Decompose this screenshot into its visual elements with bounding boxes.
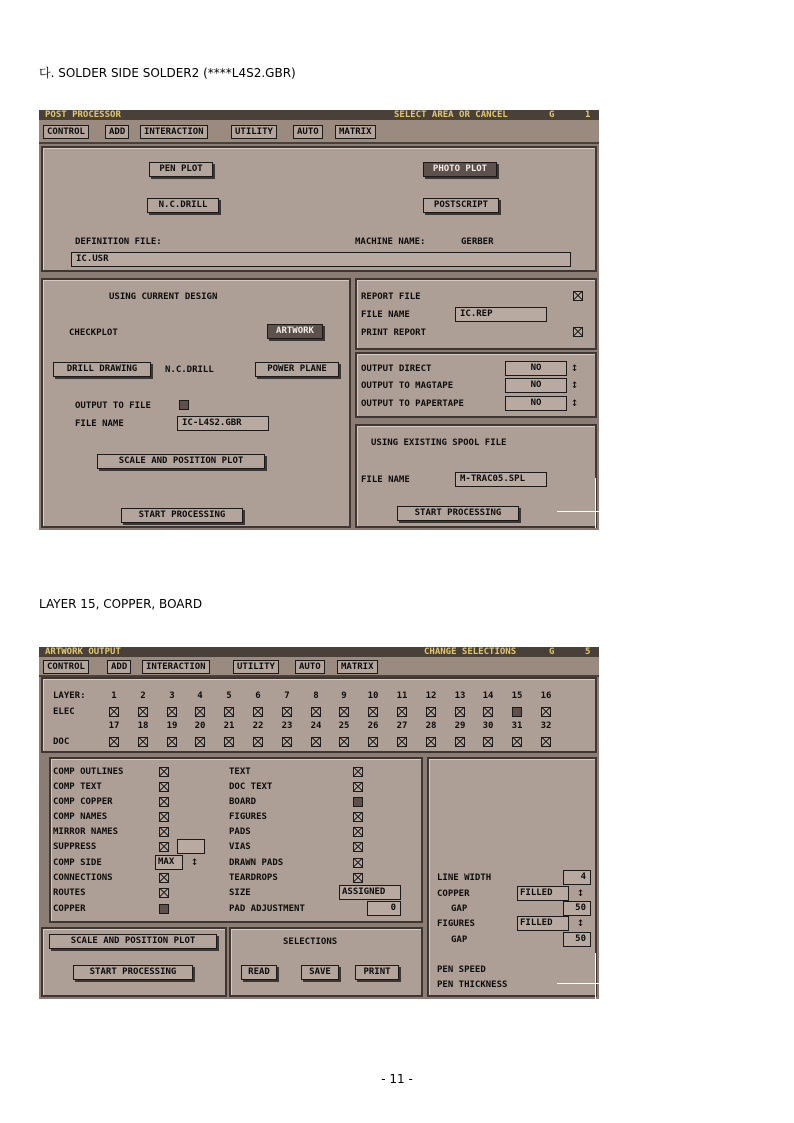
layer-number: 4 — [197, 691, 203, 701]
connections-checkbox[interactable] — [159, 873, 169, 883]
elec-layer-checkbox[interactable] — [339, 707, 349, 717]
file-name-label: FILE NAME — [75, 419, 124, 429]
artwork-output-screenshot — [39, 647, 599, 999]
drill-drawing-button[interactable]: DRILL DRAWING — [53, 362, 151, 377]
doc-layer-checkbox[interactable] — [167, 737, 177, 747]
comp-text-checkbox[interactable] — [159, 782, 169, 792]
layer-number: 30 — [482, 721, 494, 731]
mirror-names-label: MIRROR NAMES — [53, 827, 119, 837]
menu-auto[interactable]: AUTO — [295, 660, 325, 674]
size-field[interactable]: ASSIGNED — [339, 885, 401, 900]
machine-name-value: GERBER — [461, 237, 494, 247]
doc-layer-checkbox[interactable] — [339, 737, 349, 747]
layer-number: 25 — [338, 721, 350, 731]
toggle-arrow-icon[interactable]: ↕ — [571, 360, 579, 374]
print-button[interactable]: PRINT — [355, 965, 399, 980]
pads-label: PADS — [229, 827, 251, 837]
elec-layer-checkbox[interactable] — [253, 707, 263, 717]
doc-layer-checkbox[interactable] — [109, 737, 119, 747]
layer-number: 32 — [540, 721, 552, 731]
output-papertape-label: OUTPUT TO PAPERTAPE — [361, 399, 464, 409]
pen-plot-button[interactable]: PEN PLOT — [149, 162, 213, 177]
layer-number: 28 — [425, 721, 437, 731]
copper-fill-label: COPPER — [437, 889, 470, 899]
caption-solder-side: 다. SOLDER SIDE SOLDER2 (****L4S2.GBR) — [39, 66, 296, 80]
drawn-pads-label: DRAWN PADS — [229, 858, 284, 868]
elec-layer-checkbox[interactable] — [195, 707, 205, 717]
report-file-checkbox[interactable] — [573, 291, 583, 301]
menu-control[interactable]: CONTROL — [43, 125, 89, 139]
window-title: ARTWORK OUTPUT — [45, 647, 121, 657]
comp-copper-label: COMP COPPER — [53, 797, 113, 807]
doc-layer-checkbox[interactable] — [253, 737, 263, 747]
postscript-button[interactable]: POSTSCRIPT — [423, 198, 499, 213]
teardrops-label: TEARDROPS — [229, 873, 278, 883]
photo-plot-button[interactable]: PHOTO PLOT — [423, 162, 497, 177]
figures-gap-label: GAP — [451, 935, 468, 945]
layer-number: 5 — [226, 691, 232, 701]
layer-number: 16 — [540, 691, 552, 701]
menu-add[interactable]: ADD — [107, 660, 131, 674]
elec-layer-checkbox[interactable] — [397, 707, 407, 717]
report-file-label: REPORT FILE — [361, 292, 421, 302]
line-width-label: LINE WIDTH — [437, 873, 492, 883]
doc-layer-checkbox[interactable] — [282, 737, 292, 747]
figures-option-label: FIGURES — [229, 812, 267, 822]
pen-speed-label: PEN SPEED — [437, 965, 486, 975]
drawn-pads-checkbox[interactable] — [353, 858, 363, 868]
routes-checkbox[interactable] — [159, 888, 169, 898]
output-papertape-field[interactable]: NO — [505, 396, 567, 411]
selections-heading: SELECTIONS — [283, 937, 338, 947]
nc-drill-label: N.C.DRILL — [165, 365, 214, 375]
layer-number: 27 — [396, 721, 408, 731]
scale-position-plot-button[interactable]: SCALE AND POSITION PLOT — [97, 454, 265, 469]
output-to-file-checkbox[interactable] — [179, 400, 189, 410]
checkplot-label: CHECKPLOT — [69, 328, 118, 338]
comp-copper-checkbox[interactable] — [159, 797, 169, 807]
doc-layer-checkbox[interactable] — [483, 737, 493, 747]
layer-number: 12 — [425, 691, 437, 701]
window-title: POST PROCESSOR — [45, 110, 121, 120]
output-to-file-label: OUTPUT TO FILE — [75, 401, 151, 411]
elec-layer-checkbox[interactable] — [224, 707, 234, 717]
toggle-arrow-icon[interactable]: ↕ — [577, 885, 585, 899]
pad-adjustment-label: PAD ADJUSTMENT — [229, 904, 305, 914]
doc-label: DOC — [53, 737, 70, 747]
elec-layer-checkbox[interactable] — [426, 707, 436, 717]
menu-bar — [39, 657, 599, 677]
elec-layer-checkbox[interactable] — [368, 707, 378, 717]
routes-label: ROUTES — [53, 888, 86, 898]
comp-side-label: COMP SIDE — [53, 858, 102, 868]
using-spool-heading: USING EXISTING SPOOL FILE — [371, 438, 507, 448]
cursor-line — [595, 953, 596, 999]
layer-number: 6 — [255, 691, 261, 701]
layer-number: 20 — [194, 721, 206, 731]
copper-option-checkbox[interactable] — [159, 904, 169, 914]
toggle-arrow-icon[interactable]: ↕ — [571, 377, 579, 391]
doc-layer-checkbox[interactable] — [138, 737, 148, 747]
layer-number: 22 — [252, 721, 264, 731]
menu-utility[interactable]: UTILITY — [233, 660, 279, 674]
elec-layer-checkbox[interactable] — [138, 707, 148, 717]
comp-outlines-label: COMP OUTLINES — [53, 767, 124, 777]
doc-text-label: DOC TEXT — [229, 782, 273, 792]
layer-number: 21 — [223, 721, 235, 731]
report-file-name-field[interactable]: IC.REP — [455, 307, 547, 322]
status-prompt: CHANGE SELECTIONS — [424, 647, 517, 657]
elec-label: ELEC — [53, 707, 75, 717]
doc-layer-checkbox[interactable] — [311, 737, 321, 747]
doc-layer-checkbox[interactable] — [368, 737, 378, 747]
menu-add[interactable]: ADD — [105, 125, 129, 139]
pad-adjustment-field[interactable]: 0 — [367, 901, 401, 916]
artwork-button[interactable]: ARTWORK — [267, 324, 323, 339]
elec-layer-checkbox[interactable] — [541, 707, 551, 717]
toggle-arrow-icon[interactable]: ↕ — [571, 395, 579, 409]
nc-drill-button[interactable]: N.C.DRILL — [147, 198, 219, 213]
doc-layer-checkbox[interactable] — [195, 737, 205, 747]
post-processor-screenshot — [39, 110, 599, 530]
layer-number: 9 — [341, 691, 347, 701]
layer-number: 11 — [396, 691, 408, 701]
connections-label: CONNECTIONS — [53, 873, 113, 883]
title-bar — [39, 647, 599, 657]
doc-layer-checkbox[interactable] — [512, 737, 522, 747]
suppress-field[interactable] — [177, 839, 205, 854]
doc-text-checkbox[interactable] — [353, 782, 363, 792]
layer-number: 8 — [313, 691, 319, 701]
layer-panel — [41, 677, 597, 753]
layer-number: 15 — [511, 691, 523, 701]
comp-names-checkbox[interactable] — [159, 812, 169, 822]
machine-name-label: MACHINE NAME: — [355, 237, 426, 247]
comp-side-field[interactable]: MAX — [155, 855, 183, 870]
title-bar — [39, 110, 599, 120]
comp-outlines-checkbox[interactable] — [159, 767, 169, 777]
spool-file-name-label: FILE NAME — [361, 475, 410, 485]
suppress-checkbox[interactable] — [159, 842, 169, 852]
action-panel — [41, 927, 227, 997]
menu-bar — [39, 120, 599, 144]
group-number: 1 — [585, 110, 591, 120]
layer-number: 2 — [140, 691, 146, 701]
spool-panel — [355, 424, 597, 528]
start-processing-button[interactable]: START PROCESSING — [73, 965, 193, 980]
vias-checkbox[interactable] — [353, 842, 363, 852]
output-magtape-label: OUTPUT TO MAGTAPE — [361, 381, 454, 391]
elec-layer-checkbox[interactable] — [167, 707, 177, 717]
board-checkbox[interactable] — [353, 797, 363, 807]
definition-file-label: DEFINITION FILE: — [75, 237, 162, 247]
comp-names-label: COMP NAMES — [53, 812, 108, 822]
layer-number: 3 — [169, 691, 175, 701]
layer-number: 1 — [111, 691, 117, 701]
elec-layer-checkbox[interactable] — [512, 707, 522, 717]
output-direct-field[interactable]: NO — [505, 361, 567, 376]
layer-number: 29 — [454, 721, 466, 731]
report-file-name-label: FILE NAME — [361, 310, 410, 320]
vias-label: VIAS — [229, 842, 251, 852]
selections-panel — [229, 927, 423, 997]
save-button[interactable]: SAVE — [301, 965, 339, 980]
current-design-panel — [41, 278, 351, 528]
board-label: BOARD — [229, 797, 257, 807]
elec-layer-checkbox[interactable] — [311, 707, 321, 717]
read-button[interactable]: READ — [241, 965, 277, 980]
figures-option-checkbox[interactable] — [353, 812, 363, 822]
start-processing-button[interactable]: START PROCESSING — [121, 508, 243, 523]
print-report-checkbox[interactable] — [573, 327, 583, 337]
menu-interaction[interactable]: INTERACTION — [142, 660, 210, 674]
using-current-design-heading: USING CURRENT DESIGN — [109, 292, 218, 302]
doc-layer-checkbox[interactable] — [426, 737, 436, 747]
file-name-field[interactable]: IC-L4S2.GBR — [177, 416, 269, 431]
spool-file-name-field[interactable]: M-TRAC05.SPL — [455, 472, 547, 487]
menu-control[interactable]: CONTROL — [43, 660, 89, 674]
layer-number: 17 — [108, 721, 120, 731]
power-plane-button[interactable]: POWER PLANE — [255, 362, 339, 377]
elec-layer-checkbox[interactable] — [282, 707, 292, 717]
copper-gap-label: GAP — [451, 904, 468, 914]
menu-matrix[interactable]: MATRIX — [335, 125, 376, 139]
toggle-arrow-icon[interactable]: ↕ — [191, 854, 199, 868]
output-panel — [355, 352, 597, 418]
definition-file-field[interactable]: IC.USR — [71, 252, 571, 267]
print-report-label: PRINT REPORT — [361, 328, 427, 338]
pads-checkbox[interactable] — [353, 827, 363, 837]
menu-auto[interactable]: AUTO — [293, 125, 323, 139]
start-processing-spool-button[interactable]: START PROCESSING — [397, 506, 519, 521]
menu-utility[interactable]: UTILITY — [231, 125, 277, 139]
doc-layer-checkbox[interactable] — [224, 737, 234, 747]
figures-fill-field[interactable]: FILLED — [517, 916, 569, 931]
mirror-names-checkbox[interactable] — [159, 827, 169, 837]
layer-number: 23 — [281, 721, 293, 731]
layer-number: 14 — [482, 691, 494, 701]
status-prompt: SELECT AREA OR CANCEL — [394, 110, 508, 120]
size-label: SIZE — [229, 888, 251, 898]
caption-layer: LAYER 15, COPPER, BOARD — [39, 597, 203, 611]
figures-gap-field[interactable]: 50 — [563, 932, 591, 947]
layer-number: 31 — [511, 721, 523, 731]
pen-thickness-label: PEN THICKNESS — [437, 980, 508, 990]
layer-number: 10 — [367, 691, 379, 701]
cursor-line — [595, 478, 596, 528]
output-magtape-field[interactable]: NO — [505, 378, 567, 393]
copper-option-label: COPPER — [53, 904, 86, 914]
elec-layer-checkbox[interactable] — [483, 707, 493, 717]
output-type-panel — [41, 146, 597, 272]
text-checkbox[interactable] — [353, 767, 363, 777]
layer-number: 13 — [454, 691, 466, 701]
copper-fill-field[interactable]: FILLED — [517, 886, 569, 901]
elec-layer-checkbox[interactable] — [109, 707, 119, 717]
doc-layer-checkbox[interactable] — [541, 737, 551, 747]
cursor-line — [557, 511, 599, 512]
figures-fill-label: FIGURES — [437, 919, 475, 929]
group-number: 5 — [585, 647, 591, 657]
suppress-label: SUPPRESS — [53, 842, 97, 852]
doc-layer-checkbox[interactable] — [397, 737, 407, 747]
output-direct-label: OUTPUT DIRECT — [361, 364, 432, 374]
menu-matrix[interactable]: MATRIX — [337, 660, 378, 674]
comp-text-label: COMP TEXT — [53, 782, 102, 792]
layer-number: 26 — [367, 721, 379, 731]
menu-interaction[interactable]: INTERACTION — [140, 125, 208, 139]
copper-gap-field[interactable]: 50 — [563, 901, 591, 916]
group-label: G — [549, 647, 555, 657]
layer-number: 7 — [284, 691, 290, 701]
doc-layer-checkbox[interactable] — [455, 737, 465, 747]
cursor-line — [557, 983, 599, 984]
options-panel — [49, 757, 423, 923]
layer-label: LAYER: — [53, 691, 86, 701]
report-panel — [355, 278, 597, 350]
page-number: - 11 - — [381, 1072, 413, 1086]
layer-number: 24 — [310, 721, 322, 731]
pen-settings-panel — [427, 757, 597, 997]
teardrops-checkbox[interactable] — [353, 873, 363, 883]
scale-position-plot-button[interactable]: SCALE AND POSITION PLOT — [49, 934, 217, 949]
layer-number: 18 — [137, 721, 149, 731]
text-label: TEXT — [229, 767, 251, 777]
elec-layer-checkbox[interactable] — [455, 707, 465, 717]
line-width-field[interactable]: 4 — [563, 870, 591, 885]
toggle-arrow-icon[interactable]: ↕ — [577, 915, 585, 929]
layer-number: 19 — [166, 721, 178, 731]
group-label: G — [549, 110, 555, 120]
